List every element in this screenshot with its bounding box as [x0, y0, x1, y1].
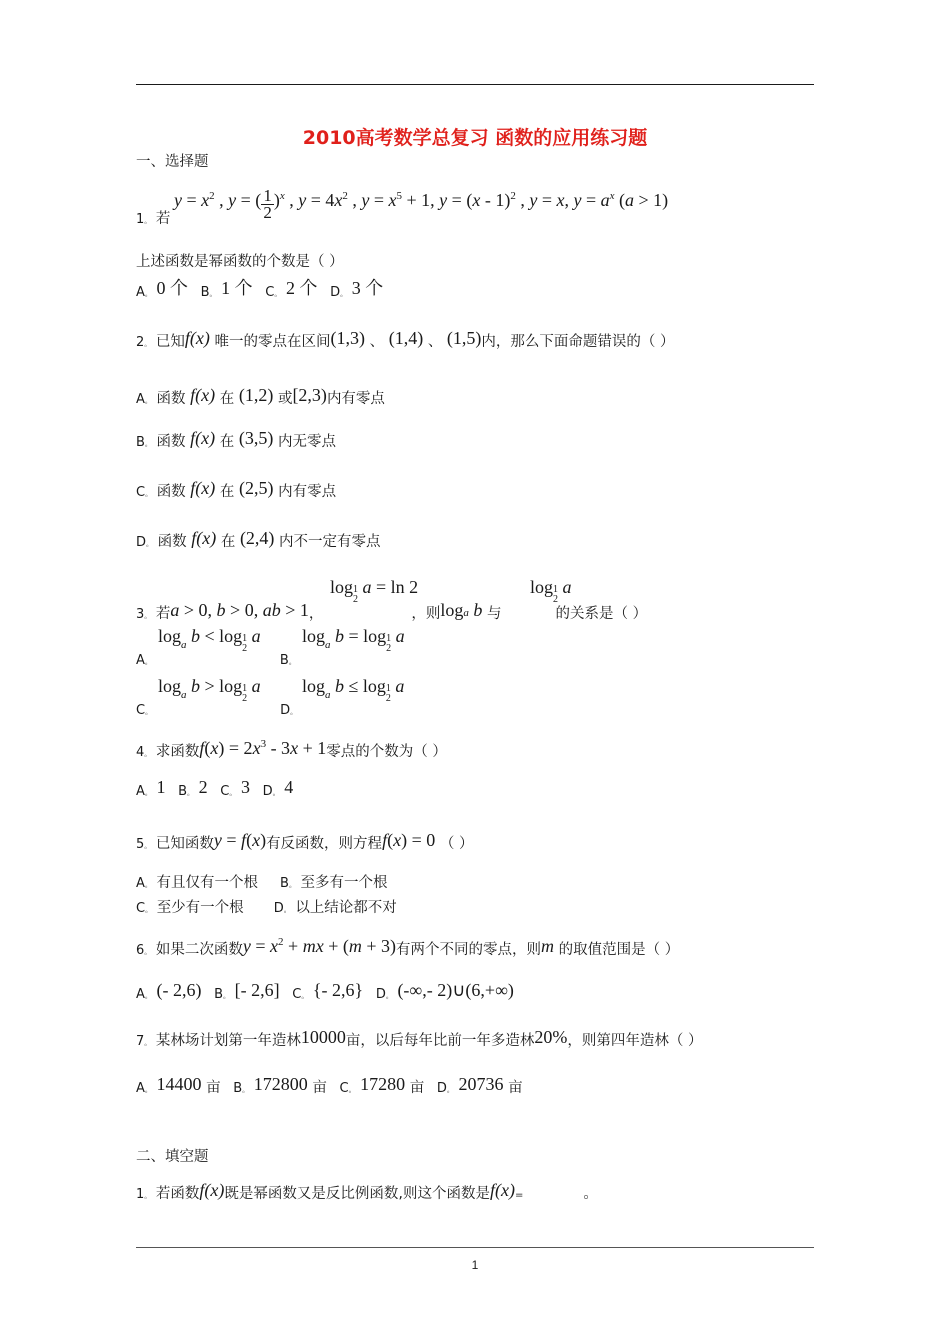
- q5-options-ab: A。 有且仅有一个根 B。 至多有一个根: [136, 875, 388, 891]
- q4-stem: 4。 求函数$f(x) = 2x^3 - 3x + 1$零点的个数为（ ）: [136, 738, 447, 760]
- q3-option-a-math: $\log_a b < \log$ 1 2 a: [158, 626, 261, 654]
- q7-stem: 7。 某林场计划第一年造林10000亩，以后每年比前一年多造林20%，则第四年造林（ ）: [136, 1027, 703, 1049]
- q7-options: A。 14400 亩 B。 172800 亩 C。 17280 亩 D。 20736 亩: [136, 1074, 523, 1096]
- q2-option-d: D。 函数 f(x) 在 (2,4) 内不一定有零点: [136, 528, 381, 550]
- q1-options: A。 0 个 B。 1 个 C。 2 个 D。 3 个: [136, 278, 384, 300]
- fill1-stem: 1。 若函数f(x)既是幂函数又是反比例函数,则这个函数是f(x)= 。: [136, 1180, 598, 1202]
- document-title: 2010高考数学总复习 函数的应用练习题: [302, 127, 648, 149]
- q3-stem: 3。 若a > 0, b > 0, ab > 1， ，则loga b 与 的关系是（ ）: [136, 600, 648, 622]
- q5-stem: 5。 已知函数y = f(x)有反函数，则方程f(x) = 0 （ ）: [136, 830, 474, 852]
- q3-equation: log 1 2 a = ln 2: [330, 577, 419, 605]
- section-heading-choice: 一、选择题: [136, 154, 209, 170]
- q2-stem: 2。 已知f(x) 唯一的零点在区间(1,3) 、 (1,4) 、 (1,5)内，那么下面命题错误的（ ）: [136, 328, 675, 350]
- q5-options-cd: C。 至少有一个根 D。 以上结论都不对: [136, 900, 397, 916]
- q6-options: A。 (- 2,6) B。 [- 2,6] C。 {- 2,6} D。 (-∞,- 2)∪(6,+∞): [136, 980, 514, 1002]
- q3-option-c-math: $\log_a b > \log$ 1 2 a: [158, 676, 261, 704]
- q3-labels-cd: C。 D。: [136, 703, 298, 718]
- footer-rule: [136, 1247, 814, 1248]
- q2-option-a: A。 函数 f(x) 在 (1,2) 或[2,3)内有零点: [136, 385, 385, 407]
- q1-stem: 上述函数是幂函数的个数是（ ）: [136, 254, 344, 270]
- q4-options: A。 1 B。 2 C。 3 D。 4: [136, 777, 294, 799]
- q3-labels-ab: A。 B。: [136, 653, 296, 668]
- q2-option-b: B。 函数 f(x) 在 (3,5) 内无零点: [136, 428, 336, 450]
- q3-log-half-a: log 1 2 a: [530, 577, 572, 605]
- q1-formula: $y = x^2$ , y = ( $\frac{1}{2}$ )$^x$ , $y = 4x^2$ , $y = x^5 + 1$, y = (x - 1)$^2$ , y = x, $y = a^x$ (a > 1): [174, 185, 669, 222]
- header-rule: [136, 84, 814, 85]
- section-heading-fill: 二、填空题: [136, 1149, 209, 1165]
- q2-option-c: C。 函数 f(x) 在 (2,5) 内有零点: [136, 478, 337, 500]
- q3-option-b-math: $\log_a b = \log$ 1 2 a: [302, 626, 405, 654]
- q1-lead: 1。 若: [136, 211, 171, 227]
- q3-option-d-math: $\log_a b \le \log$ 1 2 a: [302, 676, 405, 704]
- page-number: 1: [471, 1258, 479, 1272]
- q6-stem: 6。 如果二次函数$y = x^2$ + mx + (m + 3)有两个不同的零点，则m 的取值范围是（ ）: [136, 936, 680, 958]
